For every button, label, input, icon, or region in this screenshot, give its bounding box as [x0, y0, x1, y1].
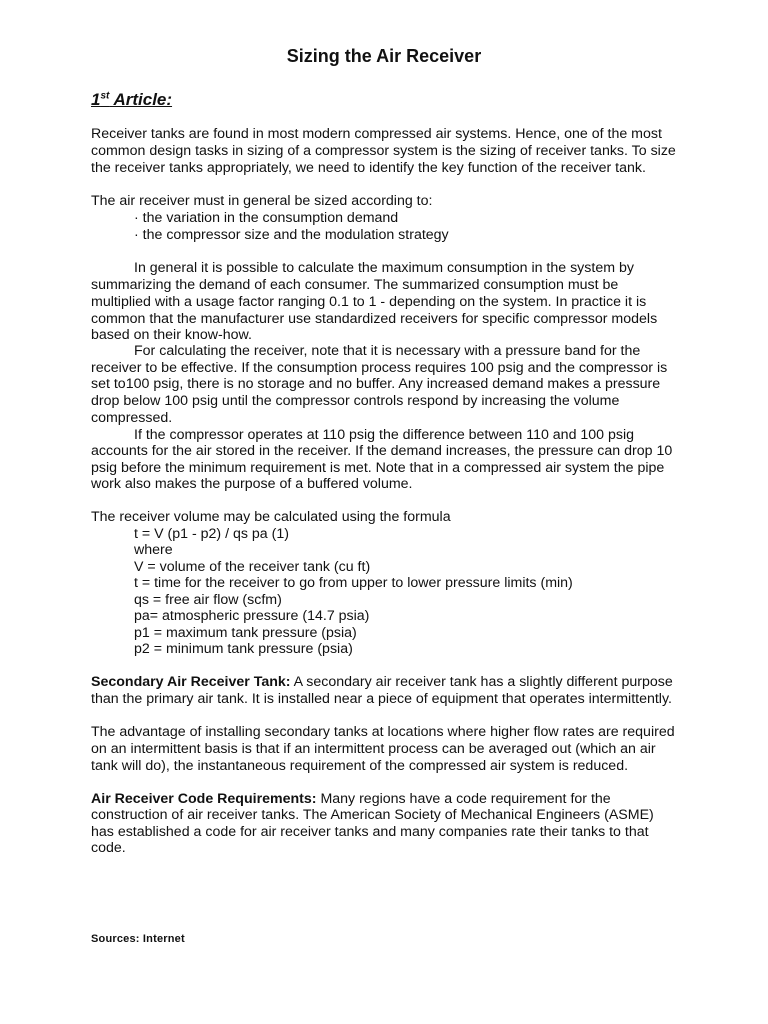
advantage-line-1: The advantage of installing secondary tanks at locations where higher flow rates are required: [91, 724, 675, 740]
bullet-item-2: · the compressor size and the modulation strategy: [134, 227, 449, 243]
code-requirements-text: Many regions have a code requirement for the: [316, 791, 611, 807]
general-line-4: common that the manufacturer use standardized receivers for specific compressor models: [91, 311, 658, 327]
formula: t = V (p1 - p2) / qs pa (1): [134, 526, 289, 542]
operate-line-2: accounts for the air stored in the receiver. If the demand increases, the pressure can drop 10: [91, 443, 673, 459]
formula-where: where: [134, 542, 173, 558]
operate-line-1: If the compressor operates at 110 psig the difference between 110 and 100 psig: [134, 427, 635, 443]
intro-line-3: the receiver tanks appropriately, we need to identify the key function of the receiver tank.: [91, 160, 646, 176]
article-heading: [91, 90, 172, 110]
code-line-2: construction of air receiver tanks. The American Society of Mechanical Engineers (ASME): [91, 807, 654, 823]
page-title: Sizing the Air Receiver: [286, 46, 482, 66]
definition-t: t = time for the receiver to go from upper to lower pressure limits (min): [134, 575, 573, 591]
definition-qs: qs = free air flow (scfm): [134, 592, 282, 608]
formula-intro: The receiver volume may be calculated using the formula: [91, 509, 451, 525]
calc-line-3: set to100 psig, there is no storage and no buffer. Any increased demand makes a pressure: [91, 376, 661, 392]
secondary-tank-label: Secondary Air Receiver Tank:: [91, 674, 291, 690]
calc-line-2: receiver to be effective. If the consumption process requires 100 psig and the compressor is: [91, 360, 668, 376]
definition-pa: pa= atmospheric pressure (14.7 psia): [134, 608, 370, 624]
code-line-4: code.: [91, 840, 126, 856]
definition-p1: p1 = maximum tank pressure (psia): [134, 625, 357, 641]
calc-line-1: For calculating the receiver, note that it is necessary with a pressure band for the: [134, 343, 641, 359]
general-line-1: In general it is possible to calculate the maximum consumption in the system by: [134, 260, 634, 276]
secondary-tank-text: A secondary air receiver tank has a slightly different purpose: [290, 674, 673, 690]
general-line-3: multiplied with a usage factor ranging 0.1 to 1 - depending on the system. In practice it is: [91, 294, 647, 310]
calc-line-5: compressed.: [91, 410, 173, 426]
definition-p2: p2 = minimum tank pressure (psia): [134, 641, 353, 657]
general-line-5: based on their know-how.: [91, 327, 252, 343]
calc-line-4: drop below 100 psig until the compressor controls respond by increasing the volume: [91, 393, 620, 409]
intro-line-2: common design tasks in sizing of a compressor system is the sizing of receiver tanks. To size: [91, 143, 676, 159]
sizing-intro-line: The air receiver must in general be sized according to:: [91, 193, 433, 209]
bullet-item-1: · the variation in the consumption demand: [134, 210, 399, 226]
article-number: 1: [91, 90, 101, 109]
secondary-tank-line-2: than the primary air tank. It is installed near a piece of equipment that operates intermittently.: [91, 691, 672, 707]
code-requirements-label: Air Receiver Code Requirements:: [91, 791, 317, 807]
intro-line-1: Receiver tanks are found in most modern compressed air systems. Hence, one of the most: [91, 126, 662, 142]
code-line-3: has established a code for air receiver tanks and many companies rate their tanks to that: [91, 824, 649, 840]
secondary-tank-line-1: [91, 674, 673, 691]
article-ordinal-suffix: st: [100, 90, 110, 102]
general-line-2: summarizing the demand of each consumer. The summarized consumption must be: [91, 277, 619, 293]
article-heading-rest: Article:: [109, 90, 173, 109]
operate-line-4: work also makes the purpose of a buffered volume.: [91, 476, 413, 492]
advantage-line-3: tank will do), the instantaneous requirement of the compressed air system is reduced.: [91, 758, 629, 774]
advantage-line-2: on an intermittent basis is that if an intermittent process can be averaged out (which an air: [91, 741, 656, 757]
operate-line-3: psig before the minimum requirement is met. Note that in a compressed air system the pipe: [91, 460, 665, 476]
code-line-1: [91, 791, 611, 808]
definition-v: V = volume of the receiver tank (cu ft): [134, 559, 371, 575]
sources-footer: Sources: Internet: [91, 933, 185, 945]
